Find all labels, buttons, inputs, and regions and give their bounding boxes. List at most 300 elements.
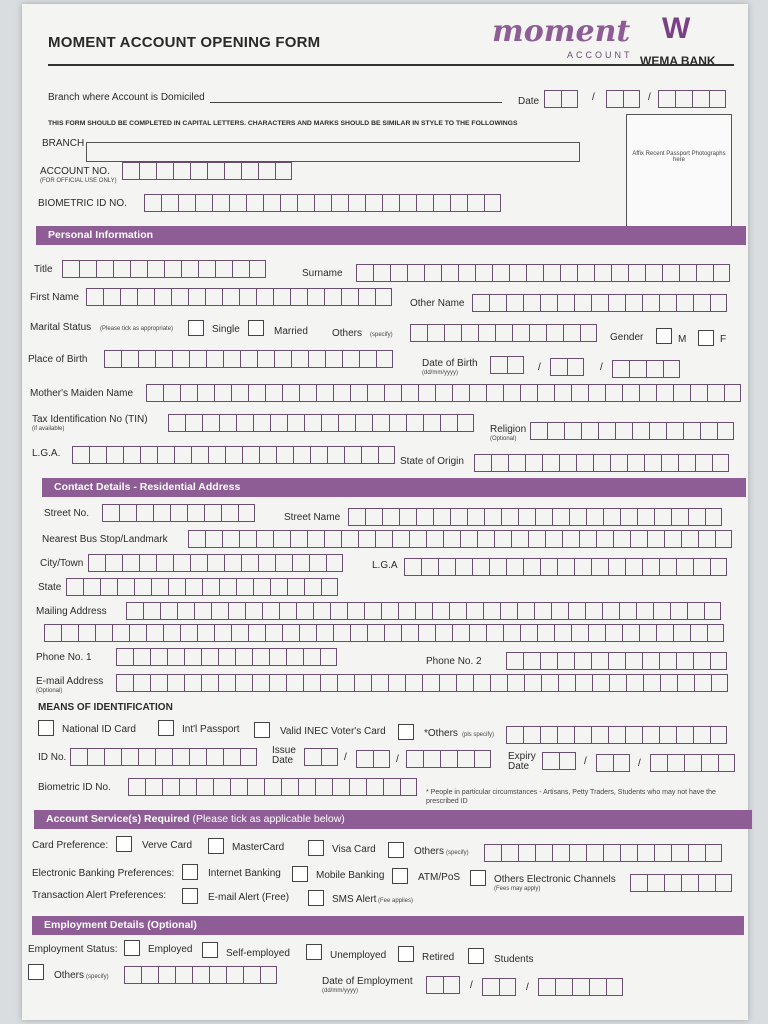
character-box[interactable] <box>215 260 232 278</box>
character-box[interactable] <box>189 748 206 766</box>
character-box[interactable] <box>87 748 104 766</box>
character-box[interactable] <box>681 874 698 892</box>
character-box[interactable] <box>456 674 473 692</box>
character-box[interactable] <box>591 294 608 312</box>
character-box[interactable] <box>579 530 596 548</box>
character-box[interactable] <box>620 508 637 526</box>
character-box[interactable] <box>263 194 280 212</box>
character-box[interactable] <box>517 602 534 620</box>
character-box[interactable] <box>511 530 528 548</box>
character-box[interactable] <box>625 652 642 670</box>
character-box[interactable] <box>382 194 399 212</box>
character-box[interactable] <box>501 844 518 862</box>
state-of-origin-boxes[interactable] <box>474 454 729 472</box>
character-box[interactable] <box>206 350 223 368</box>
character-box[interactable] <box>576 454 593 472</box>
character-box[interactable] <box>424 264 441 282</box>
character-box[interactable] <box>554 624 571 642</box>
character-box[interactable] <box>676 558 693 576</box>
character-box[interactable] <box>172 748 189 766</box>
character-box[interactable] <box>571 384 588 402</box>
character-box[interactable] <box>122 554 139 572</box>
character-box[interactable] <box>389 414 406 432</box>
character-box[interactable] <box>507 356 524 374</box>
character-box[interactable] <box>542 752 559 770</box>
character-box[interactable] <box>170 504 187 522</box>
character-box[interactable] <box>512 324 529 342</box>
character-box[interactable] <box>299 384 316 402</box>
character-box[interactable] <box>102 504 119 522</box>
character-box[interactable] <box>205 288 222 306</box>
character-box[interactable] <box>574 294 591 312</box>
character-box[interactable] <box>509 264 526 282</box>
character-box[interactable] <box>612 360 629 378</box>
character-box[interactable] <box>62 260 79 278</box>
character-box[interactable] <box>248 624 265 642</box>
character-box[interactable] <box>189 350 206 368</box>
character-box[interactable] <box>670 602 687 620</box>
character-box[interactable] <box>528 530 545 548</box>
character-box[interactable] <box>190 554 207 572</box>
character-box[interactable] <box>365 508 382 526</box>
character-box[interactable] <box>688 508 705 526</box>
character-box[interactable] <box>286 674 303 692</box>
character-box[interactable] <box>469 624 486 642</box>
character-box[interactable] <box>172 350 189 368</box>
character-box[interactable] <box>709 90 726 108</box>
character-box[interactable] <box>383 778 400 796</box>
character-box[interactable] <box>160 602 177 620</box>
character-box[interactable] <box>241 162 258 180</box>
character-box[interactable] <box>523 558 540 576</box>
character-box[interactable] <box>564 422 581 440</box>
contact-lga-boxes[interactable] <box>404 558 727 576</box>
id-biometric-boxes[interactable] <box>128 778 417 796</box>
character-box[interactable] <box>371 674 388 692</box>
character-box[interactable] <box>388 674 405 692</box>
character-box[interactable] <box>282 624 299 642</box>
character-box[interactable] <box>642 558 659 576</box>
single-checkbox[interactable] <box>188 320 204 336</box>
character-box[interactable] <box>143 602 160 620</box>
character-box[interactable] <box>490 356 507 374</box>
character-box[interactable] <box>122 162 139 180</box>
character-box[interactable] <box>274 350 291 368</box>
character-box[interactable] <box>367 384 384 402</box>
character-box[interactable] <box>591 558 608 576</box>
character-box[interactable] <box>242 446 259 464</box>
character-box[interactable] <box>484 508 501 526</box>
character-box[interactable] <box>164 260 181 278</box>
character-box[interactable] <box>140 446 157 464</box>
character-box[interactable] <box>136 504 153 522</box>
character-box[interactable] <box>256 288 273 306</box>
character-box[interactable] <box>625 294 642 312</box>
character-box[interactable] <box>218 674 235 692</box>
character-box[interactable] <box>630 530 647 548</box>
character-box[interactable] <box>664 874 681 892</box>
character-box[interactable] <box>603 844 620 862</box>
character-box[interactable] <box>426 530 443 548</box>
character-box[interactable] <box>330 602 347 620</box>
character-box[interactable] <box>713 264 730 282</box>
character-box[interactable] <box>229 194 246 212</box>
character-box[interactable] <box>693 294 710 312</box>
character-box[interactable] <box>452 384 469 402</box>
branch-field[interactable] <box>86 142 580 162</box>
character-box[interactable] <box>443 530 460 548</box>
passport-checkbox[interactable] <box>158 720 174 736</box>
character-box[interactable] <box>171 288 188 306</box>
character-box[interactable] <box>384 384 401 402</box>
visa-checkbox[interactable] <box>308 840 324 856</box>
character-box[interactable] <box>70 748 87 766</box>
students-checkbox[interactable] <box>468 948 484 964</box>
atm-pos-checkbox[interactable] <box>392 868 408 884</box>
character-box[interactable] <box>356 750 373 768</box>
character-box[interactable] <box>222 288 239 306</box>
character-box[interactable] <box>534 602 551 620</box>
character-box[interactable] <box>106 446 123 464</box>
character-box[interactable] <box>185 414 202 432</box>
character-box[interactable] <box>303 648 320 666</box>
character-box[interactable] <box>356 264 373 282</box>
character-box[interactable] <box>287 578 304 596</box>
character-box[interactable] <box>643 674 660 692</box>
character-box[interactable] <box>326 554 343 572</box>
character-box[interactable] <box>460 530 477 548</box>
character-box[interactable] <box>155 748 172 766</box>
character-box[interactable] <box>475 264 492 282</box>
character-box[interactable] <box>654 508 671 526</box>
character-box[interactable] <box>603 508 620 526</box>
character-box[interactable] <box>546 324 563 342</box>
character-box[interactable] <box>506 558 523 576</box>
character-box[interactable] <box>656 384 673 402</box>
character-box[interactable] <box>540 294 557 312</box>
character-box[interactable] <box>503 624 520 642</box>
character-box[interactable] <box>219 414 236 432</box>
character-box[interactable] <box>270 578 287 596</box>
character-box[interactable] <box>243 966 260 984</box>
character-box[interactable] <box>275 162 292 180</box>
character-box[interactable] <box>575 674 592 692</box>
character-box[interactable] <box>499 978 516 996</box>
character-box[interactable] <box>466 602 483 620</box>
character-box[interactable] <box>630 874 647 892</box>
character-box[interactable] <box>163 384 180 402</box>
character-box[interactable] <box>246 194 263 212</box>
character-box[interactable] <box>197 624 214 642</box>
character-box[interactable] <box>666 422 683 440</box>
character-box[interactable] <box>537 384 554 402</box>
character-box[interactable] <box>608 294 625 312</box>
character-box[interactable] <box>265 624 282 642</box>
character-box[interactable] <box>544 90 561 108</box>
dob-month-boxes[interactable] <box>550 358 584 376</box>
account-no-boxes[interactable] <box>122 162 292 180</box>
character-box[interactable] <box>155 350 172 368</box>
character-box[interactable] <box>162 778 179 796</box>
character-box[interactable] <box>129 624 146 642</box>
character-box[interactable] <box>574 558 591 576</box>
character-box[interactable] <box>541 674 558 692</box>
character-box[interactable] <box>427 324 444 342</box>
date-year-boxes[interactable] <box>658 90 726 108</box>
character-box[interactable] <box>416 194 433 212</box>
character-box[interactable] <box>506 726 523 744</box>
character-box[interactable] <box>367 624 384 642</box>
character-box[interactable] <box>230 778 247 796</box>
character-box[interactable] <box>177 602 194 620</box>
character-box[interactable] <box>628 264 645 282</box>
character-box[interactable] <box>676 294 693 312</box>
character-box[interactable] <box>625 726 642 744</box>
character-box[interactable] <box>486 624 503 642</box>
employment-year-boxes[interactable] <box>538 978 623 996</box>
character-box[interactable] <box>384 624 401 642</box>
mailing-address-boxes-1[interactable] <box>126 602 721 620</box>
character-box[interactable] <box>303 674 320 692</box>
character-box[interactable] <box>629 360 646 378</box>
character-box[interactable] <box>495 324 512 342</box>
character-box[interactable] <box>314 194 331 212</box>
character-box[interactable] <box>558 674 575 692</box>
issue-month-boxes[interactable] <box>356 750 390 768</box>
character-box[interactable] <box>693 726 710 744</box>
character-box[interactable] <box>241 554 258 572</box>
character-box[interactable] <box>494 530 511 548</box>
character-box[interactable] <box>350 624 367 642</box>
character-box[interactable] <box>589 978 606 996</box>
character-box[interactable] <box>574 726 591 744</box>
expiry-month-boxes[interactable] <box>596 754 630 772</box>
character-box[interactable] <box>181 260 198 278</box>
lga-boxes[interactable] <box>72 446 395 464</box>
employment-others-checkbox[interactable] <box>28 964 44 980</box>
character-box[interactable] <box>659 652 676 670</box>
character-box[interactable] <box>256 530 273 548</box>
character-box[interactable] <box>372 414 389 432</box>
character-box[interactable] <box>423 414 440 432</box>
character-box[interactable] <box>593 454 610 472</box>
character-box[interactable] <box>104 748 121 766</box>
character-box[interactable] <box>718 754 735 772</box>
character-box[interactable] <box>661 454 678 472</box>
character-box[interactable] <box>258 162 275 180</box>
character-box[interactable] <box>467 508 484 526</box>
national-id-checkbox[interactable] <box>38 720 54 736</box>
character-box[interactable] <box>407 264 424 282</box>
character-box[interactable] <box>694 674 711 692</box>
character-box[interactable] <box>238 504 255 522</box>
mailing-address-boxes-2[interactable] <box>44 624 724 642</box>
character-box[interactable] <box>253 414 270 432</box>
character-box[interactable] <box>642 726 659 744</box>
character-box[interactable] <box>662 264 679 282</box>
character-box[interactable] <box>435 384 452 402</box>
character-box[interactable] <box>547 422 564 440</box>
character-box[interactable] <box>472 294 489 312</box>
character-box[interactable] <box>675 90 692 108</box>
other-channels-boxes[interactable] <box>630 874 732 892</box>
character-box[interactable] <box>240 748 257 766</box>
character-box[interactable] <box>240 350 257 368</box>
character-box[interactable] <box>198 260 215 278</box>
character-box[interactable] <box>333 384 350 402</box>
character-box[interactable] <box>119 504 136 522</box>
character-box[interactable] <box>96 260 113 278</box>
character-box[interactable] <box>86 288 103 306</box>
character-box[interactable] <box>259 446 276 464</box>
character-box[interactable] <box>540 726 557 744</box>
character-box[interactable] <box>467 194 484 212</box>
character-box[interactable] <box>382 508 399 526</box>
character-box[interactable] <box>381 602 398 620</box>
character-box[interactable] <box>121 748 138 766</box>
character-box[interactable] <box>390 264 407 282</box>
character-box[interactable] <box>540 558 557 576</box>
character-box[interactable] <box>167 648 184 666</box>
character-box[interactable] <box>137 288 154 306</box>
character-box[interactable] <box>457 750 474 768</box>
character-box[interactable] <box>588 384 605 402</box>
mobile-banking-checkbox[interactable] <box>292 866 308 882</box>
character-box[interactable] <box>526 264 543 282</box>
character-box[interactable] <box>484 844 501 862</box>
character-box[interactable] <box>663 360 680 378</box>
character-box[interactable] <box>602 602 619 620</box>
character-box[interactable] <box>348 194 365 212</box>
character-box[interactable] <box>529 324 546 342</box>
dob-year-boxes[interactable] <box>612 360 680 378</box>
character-box[interactable] <box>128 778 145 796</box>
character-box[interactable] <box>219 578 236 596</box>
character-box[interactable] <box>432 602 449 620</box>
character-box[interactable] <box>405 674 422 692</box>
character-box[interactable] <box>191 446 208 464</box>
character-box[interactable] <box>325 350 342 368</box>
employment-others-boxes[interactable] <box>124 966 277 984</box>
character-box[interactable] <box>673 624 690 642</box>
employment-month-boxes[interactable] <box>482 978 516 996</box>
character-box[interactable] <box>642 294 659 312</box>
character-box[interactable] <box>562 530 579 548</box>
character-box[interactable] <box>358 530 375 548</box>
character-box[interactable] <box>491 454 508 472</box>
character-box[interactable] <box>342 350 359 368</box>
character-box[interactable] <box>401 624 418 642</box>
character-box[interactable] <box>130 260 147 278</box>
phone2-boxes[interactable] <box>506 652 727 670</box>
character-box[interactable] <box>704 602 721 620</box>
character-box[interactable] <box>518 844 535 862</box>
character-box[interactable] <box>433 508 450 526</box>
character-box[interactable] <box>72 446 89 464</box>
character-box[interactable] <box>262 602 279 620</box>
character-box[interactable] <box>365 194 382 212</box>
character-box[interactable] <box>580 324 597 342</box>
character-box[interactable] <box>705 844 722 862</box>
character-box[interactable] <box>180 384 197 402</box>
character-box[interactable] <box>452 624 469 642</box>
character-box[interactable] <box>245 602 262 620</box>
character-box[interactable] <box>194 602 211 620</box>
character-box[interactable] <box>214 384 231 402</box>
character-box[interactable] <box>535 844 552 862</box>
character-box[interactable] <box>66 578 83 596</box>
character-box[interactable] <box>223 350 240 368</box>
character-box[interactable] <box>684 754 701 772</box>
character-box[interactable] <box>518 508 535 526</box>
character-box[interactable] <box>400 778 417 796</box>
state-boxes[interactable] <box>66 578 338 596</box>
character-box[interactable] <box>123 446 140 464</box>
character-box[interactable] <box>596 530 613 548</box>
character-box[interactable] <box>503 384 520 402</box>
character-box[interactable] <box>222 530 239 548</box>
character-box[interactable] <box>153 504 170 522</box>
character-box[interactable] <box>280 194 297 212</box>
character-box[interactable] <box>196 778 213 796</box>
character-box[interactable] <box>236 578 253 596</box>
character-box[interactable] <box>568 602 585 620</box>
character-box[interactable] <box>472 558 489 576</box>
character-box[interactable] <box>710 558 727 576</box>
character-box[interactable] <box>619 602 636 620</box>
character-box[interactable] <box>297 194 314 212</box>
character-box[interactable] <box>671 844 688 862</box>
character-box[interactable] <box>316 624 333 642</box>
character-box[interactable] <box>545 530 562 548</box>
character-box[interactable] <box>678 454 695 472</box>
character-box[interactable] <box>676 652 693 670</box>
character-box[interactable] <box>557 652 574 670</box>
character-box[interactable] <box>313 602 330 620</box>
place-of-birth-boxes[interactable] <box>104 350 393 368</box>
character-box[interactable] <box>133 674 150 692</box>
character-box[interactable] <box>316 384 333 402</box>
dob-day-boxes[interactable] <box>490 356 524 374</box>
character-box[interactable] <box>358 288 375 306</box>
character-box[interactable] <box>636 602 653 620</box>
character-box[interactable] <box>416 508 433 526</box>
title-boxes[interactable] <box>62 260 266 278</box>
character-box[interactable] <box>195 194 212 212</box>
character-box[interactable] <box>338 414 355 432</box>
character-box[interactable] <box>348 508 365 526</box>
character-box[interactable] <box>273 530 290 548</box>
character-box[interactable] <box>717 422 734 440</box>
character-box[interactable] <box>139 554 156 572</box>
character-box[interactable] <box>490 674 507 692</box>
character-box[interactable] <box>639 384 656 402</box>
character-box[interactable] <box>477 530 494 548</box>
bus-stop-boxes[interactable] <box>188 530 732 548</box>
character-box[interactable] <box>647 530 664 548</box>
character-box[interactable] <box>173 162 190 180</box>
character-box[interactable] <box>376 350 393 368</box>
character-box[interactable] <box>281 778 298 796</box>
character-box[interactable] <box>483 602 500 620</box>
self-employed-checkbox[interactable] <box>202 942 218 958</box>
character-box[interactable] <box>418 624 435 642</box>
married-checkbox[interactable] <box>248 320 264 336</box>
character-box[interactable] <box>492 264 509 282</box>
character-box[interactable] <box>435 624 452 642</box>
character-box[interactable] <box>290 530 307 548</box>
character-box[interactable] <box>154 288 171 306</box>
